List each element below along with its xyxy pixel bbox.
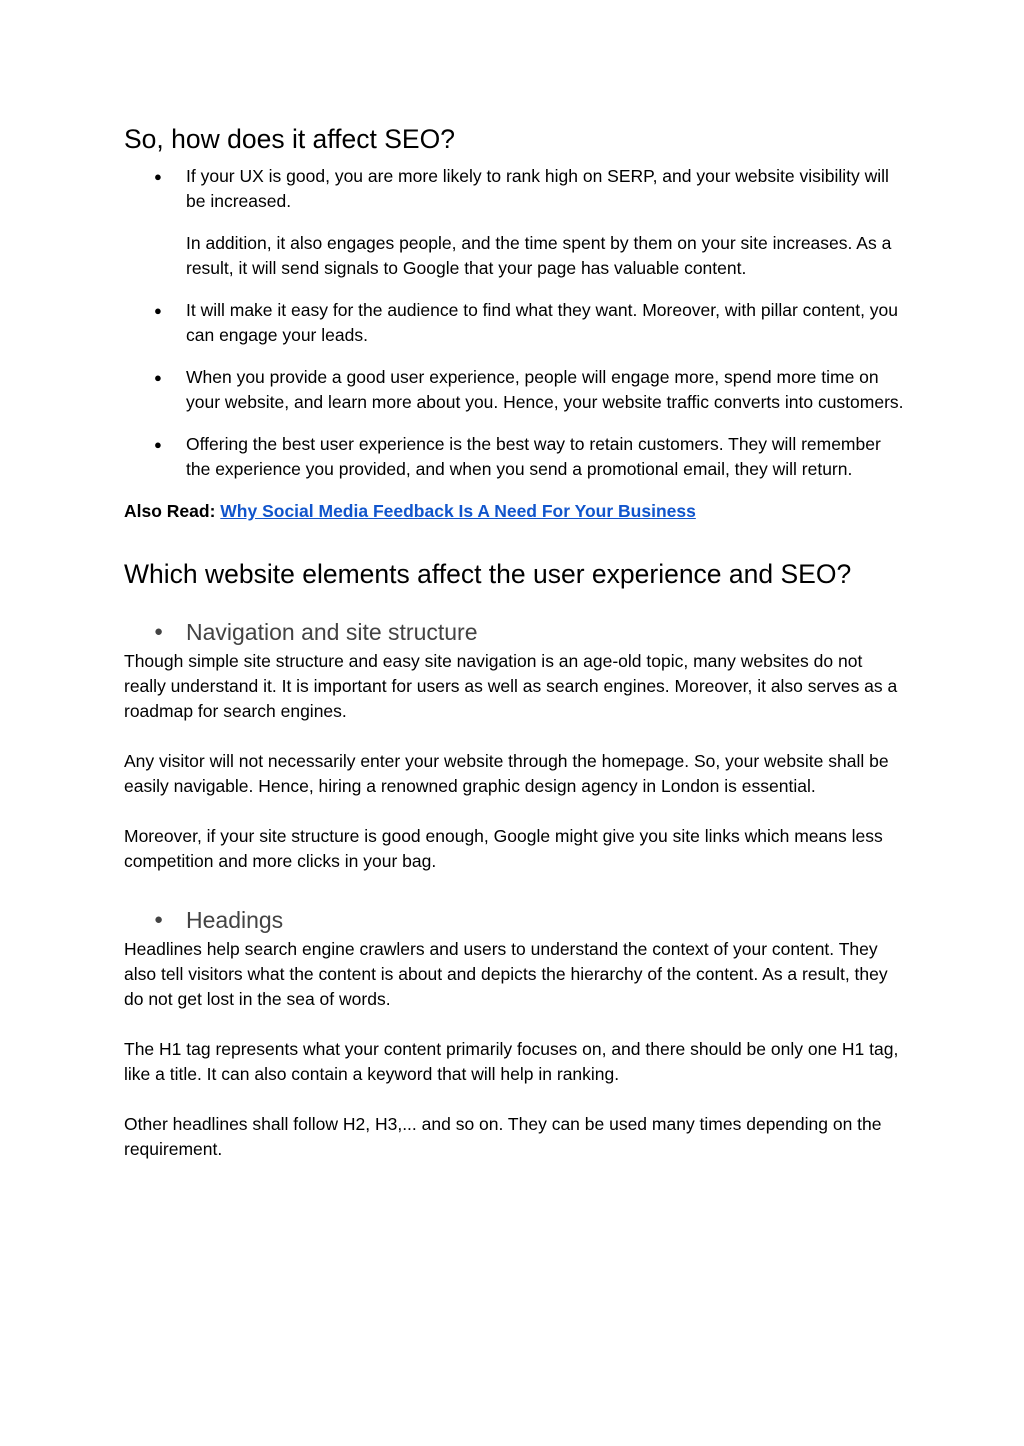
subsection-title-text: Navigation and site structure bbox=[186, 619, 478, 645]
subsection-title-headings bbox=[124, 903, 904, 937]
paragraph: Moreover, if your site structure is good enough, Google might give you site links which means less competition and more clicks in your bag. bbox=[124, 826, 883, 871]
paragraph: Other headlines shall follow H2, H3,... and so on. They can be used many times depending on the requirement. bbox=[124, 1114, 882, 1159]
bullet-icon: ● bbox=[154, 911, 164, 928]
document-page bbox=[124, 118, 904, 1162]
also-read-line bbox=[124, 499, 904, 524]
list-item-text: It will make it easy for the audience to find what they want. Moreover, with pillar content, you can engage your leads. bbox=[186, 300, 899, 345]
section-title-website-elements: Which website elements affect the user experience and SEO? bbox=[124, 559, 852, 589]
list-item bbox=[124, 298, 904, 348]
list-item-text: When you provide a good user experience, people will engage more, spend more time on your website, and learn more about you. Hence, your website traffic converts into customers. bbox=[186, 367, 904, 412]
list-item-text: Offering the best user experience is the best way to retain customers. They will remember the experience you provided, and when you send a promotional email, they will return. bbox=[186, 434, 881, 479]
section-title-seo-effect: So, how does it affect SEO? bbox=[124, 124, 455, 154]
paragraph: The H1 tag represents what your content primarily focuses on, and there should be only one H1 tag, like a title. It can also contain a keyword that will help in ranking. bbox=[124, 1039, 899, 1084]
bullet-icon: ● bbox=[154, 437, 162, 452]
paragraph: Though simple site structure and easy site navigation is an age-old topic, many websites do not really understand it. It is important for users as well as search engines. Moreover, it also serves as a roadmap for search engines. bbox=[124, 651, 898, 721]
subsection-title-text: Headings bbox=[186, 907, 284, 933]
bullet-icon: ● bbox=[154, 370, 162, 385]
list-item bbox=[124, 164, 904, 281]
list-item-text: In addition, it also engages people, and the time spent by them on your site increases. As a result, it will send signals to Google that your page has valuable content. bbox=[186, 233, 892, 278]
seo-effect-bullet-list bbox=[124, 164, 904, 482]
bullet-icon: ● bbox=[154, 303, 162, 318]
also-read-link[interactable]: Why Social Media Feedback Is A Need For Your Business bbox=[220, 501, 696, 521]
paragraph: Any visitor will not necessarily enter your website through the homepage. So, your website shall be easily navigable. Hence, hiring a renowned graphic design agency in London is essential. bbox=[124, 751, 889, 796]
bullet-icon: ● bbox=[154, 169, 162, 184]
paragraph: Headlines help search engine crawlers and users to understand the context of your content. They also tell visitors what the content is about and depicts the hierarchy of the content. As a result, they do not get lost in the sea of words. bbox=[124, 939, 888, 1009]
list-item-text: If your UX is good, you are more likely to rank high on SERP, and your website visibility will be increased. bbox=[186, 166, 889, 211]
also-read-label: Also Read: bbox=[124, 501, 216, 521]
subsection-title-navigation bbox=[124, 615, 904, 649]
list-item bbox=[124, 365, 904, 415]
list-item bbox=[124, 432, 904, 482]
bullet-icon: ● bbox=[154, 623, 164, 640]
